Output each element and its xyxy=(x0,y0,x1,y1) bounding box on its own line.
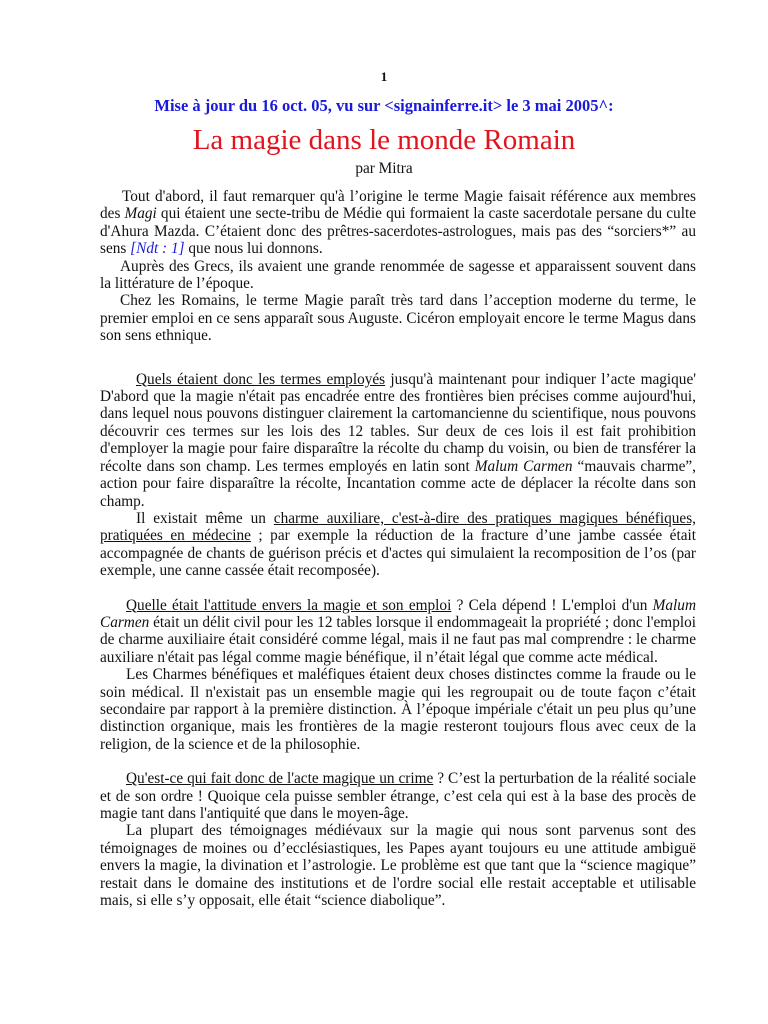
text: ? C’est la perturbation de la réalité sociale et de son ordre ! Quoique cela puisse sembler étrange, c’est cela qui est à la base des procès de magie tant dans l'antiquité que dans le moyen-âge. xyxy=(100,770,696,822)
byline: par Mitra xyxy=(355,160,413,177)
text: qui étaient une secte-tribu de Médie qui formaient la caste sacerdotale persane du culte d'Ahura Mazda. C’étaient donc des prêtres-sacerdotes-astrologues, mais pas des “sorciers*” au sens xyxy=(100,205,696,258)
text: “mauvais charme”, action pour faire disparaître la récolte, Incantation comme acte de déplacer la récolte dans son champ. xyxy=(100,457,697,510)
section-heading-underlined: Quelle était l'attitude envers la magie et son emploi xyxy=(126,596,452,614)
update-notice: Mise à jour du 16 oct. 05, vu sur <signainferre.it> le 3 mai 2005^: xyxy=(154,96,614,115)
paragraph-7: Les Charmes bénéfiques et maléfiques étaient deux choses distinctes comme la fraude ou le soin médical. Il n'existait pas un ensemble magie qui les regroupait ou de toute façon c’était secondaire par rapport à la première distinction. À l’époque impériale c'était un peu plus qu’une distinction organique, mais les frontières de la magie resteront toujours flous avec ceux de la religion, de la science et de la philosophie. xyxy=(100,666,696,753)
paragraph-3: Chez les Romains, le terme Magie paraît très tard dans l’acception moderne du terme, le premier emploi en ce sens apparaît sous Auguste. Cicéron employait encore le terme Magus dans son sens ethnique. xyxy=(100,292,696,345)
paragraph-9: La plupart des témoignages médiévaux sur la magie qui nous sont parvenus sont des témoignages de moines ou d’ecclésiastiques, les Papes ayant toujours eu une attitude ambiguë envers la magie, la divination et l’astrologie. Le problème est que tant que la “science magique” restait dans le domaine des institutions et de l'ordre social elle restait acceptable et utilisable mais, si elle s’y opposait, elle était “science diabolique”. xyxy=(100,822,696,910)
paragraph-2: Auprès des Grecs, ils avaient une grande renommée de sagesse et apparaissent souvent dans la littérature de l’époque. xyxy=(100,257,696,293)
section-heading-underlined: Qu'est-ce qui fait donc de l'acte magique un crime xyxy=(126,770,434,788)
text: ; par exemple la réduction de la fracture d’une jambe cassée était accompagnée de chants de guérison précis et d'actes qui simulaient la recomposition de l’os (par exemple, une canne cassée était recomposée). xyxy=(100,527,696,580)
paragraph-5 xyxy=(100,510,696,580)
latin-term: Malum Carmen xyxy=(474,457,573,475)
magi-term: Magi xyxy=(124,205,157,223)
paragraph-4 xyxy=(100,371,696,510)
text: jusqu'à maintenant pour indiquer l’acte magique' D'abord que la magie n'était pas encadrée entre des frontières bien précises comme aujourd'hui, dans lequel nous pouvons distinguer clairement la cartomancienne du scientifique, nous pouvons découvrir ces termes sur les lois des 12 tables. Sur deux de ces lois il est fait prohibition d'employer la magie pour faire disparaître la récolte du champ du voisin, ou bien de transférer la récolte dans son champ. Les termes employés en latin sont xyxy=(100,370,696,475)
paragraph-1 xyxy=(100,188,696,258)
underlined-phrase: charme auxiliare, c'est-à-dire des pratiques magiques bénéfiques, pratiquées en médecine xyxy=(100,509,696,545)
paragraph-6 xyxy=(100,597,696,667)
text: était un délit civil pour les 12 tables lorsque il endommageait la propriété ; donc l'emploi de charme auxiliaire était considéré comme légal, mais il ne faut pas mal comprendre : le charme auxiliare n'était pas légal comme magie bénéfique, il n’était légal que comme acte médical. xyxy=(100,613,696,666)
latin-term: Malum Carmen xyxy=(100,596,696,631)
paragraph-8 xyxy=(100,770,696,822)
text: que nous lui donnons. xyxy=(184,240,323,258)
section-heading-underlined: Quels étaient donc les termes employés xyxy=(136,370,386,388)
document-body xyxy=(100,188,696,909)
page-title: La magie dans le monde Romain xyxy=(192,124,576,156)
translator-note-link[interactable]: [Ndt : 1] xyxy=(130,240,185,258)
page-number: 1 xyxy=(380,69,388,84)
text: Il existait même un xyxy=(136,509,274,527)
text: ? Cela dépend ! L'emploi d'un xyxy=(451,596,653,614)
text: Tout d'abord, il faut remarquer qu'à l’origine le terme Magie faisait référence aux membres des xyxy=(100,188,696,223)
